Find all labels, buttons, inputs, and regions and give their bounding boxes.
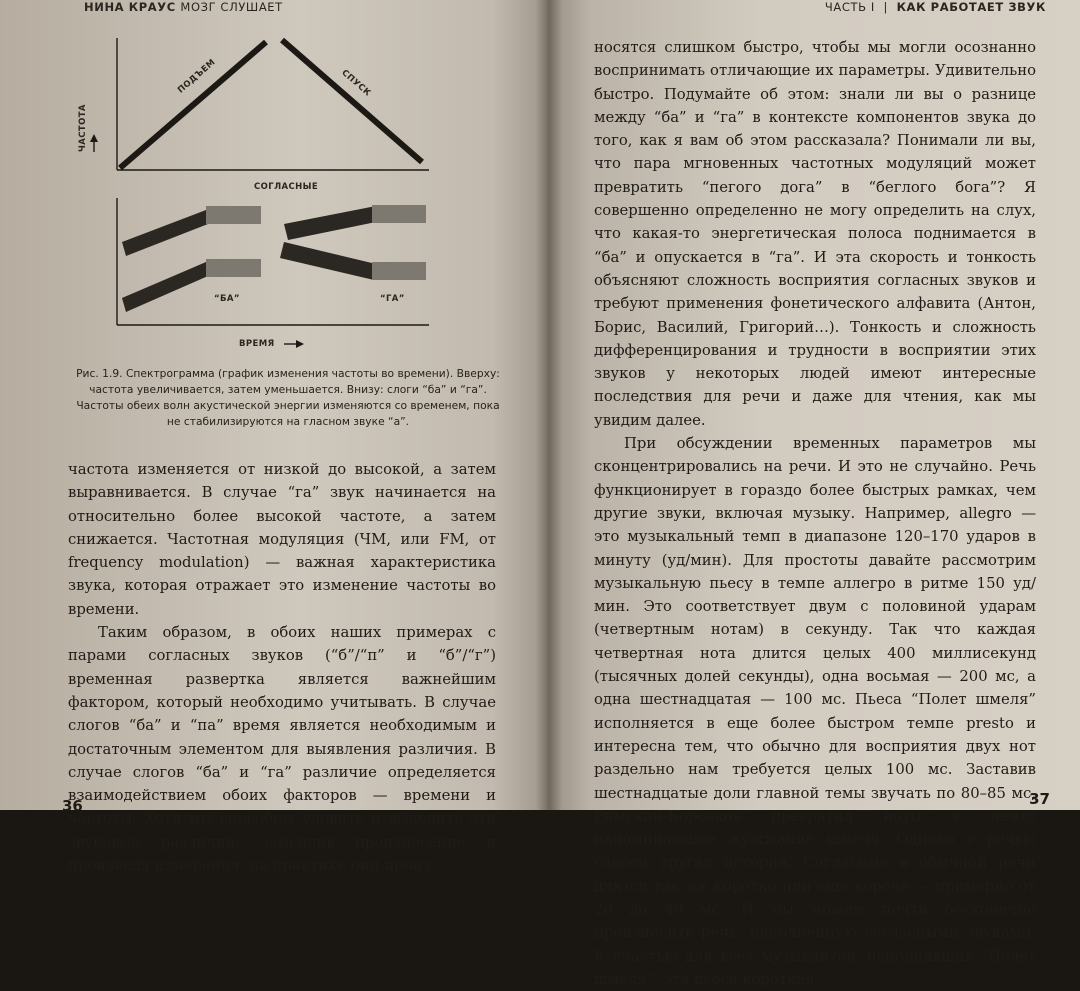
left-page	[0, 0, 548, 875]
figure-caption: Рис. 1.9. Спектрограмма (график изменения частоты во времени). Вверху: частота увеличивается, затем уменьшается. Внизу: слоги “ба” и “га”. Частоты обеих волн акустической энергии изменяются со временем, пока не стабилизируются на гласном звуке “а”.	[76, 367, 500, 428]
right-body-text	[594, 36, 1036, 991]
ga-syllable-label: “ГА”	[380, 294, 405, 304]
part-label: ЧАСТЬ I	[824, 0, 875, 14]
ga-vowel-upper	[372, 205, 426, 223]
x-axis-label: ВРЕМЯ	[239, 339, 275, 349]
chapter-title: КАК РАБОТАЕТ ЗВУК	[896, 0, 1046, 14]
ba-syllable-label: “БА”	[214, 294, 240, 304]
ga-formant-upper	[284, 206, 376, 240]
author-name: НИНА КРАУС	[84, 0, 176, 14]
left-running-head	[84, 0, 283, 14]
right-running-head	[825, 0, 1046, 14]
rise-label: ПОДЪЕМ	[176, 57, 218, 96]
fall-label: СПУСК	[339, 68, 373, 99]
book-title: МОЗГ СЛУШАЕТ	[180, 0, 283, 14]
fall-line	[282, 40, 422, 162]
ba-formant-upper	[122, 210, 208, 256]
ba-vowel-upper	[206, 206, 261, 224]
left-paragraph-1: частота изменяется от низкой до высокой, а затем выравнивается. В случае “га” звук начинается на относительно более высокой частоте, а затем снижается. Частотная модуляция (ЧМ, или FM, от frequency modulation) — важная характеристика звука, которая отражает это изменение частоты во времени.	[68, 461, 496, 618]
x-axis-arrow-head	[296, 340, 304, 348]
rise-line	[120, 42, 266, 168]
left-body-text	[68, 458, 496, 877]
right-paragraph-1: носятся слишком быстро, чтобы мы могли осознанно воспринимать отличающие их параметры. Удивительно быстро. Подумайте об этом: знали ли вы о разнице между “ба” и “га” в контексте компонентов звука до того, как я вам об этом рассказала? Понимали ли вы, что пара мгновенных частотных модуляций может превратить “пегого дога” в “беглого бога”? Я совершенно определенно не могу определить на слух, что какая-то энергетическая полоса поднимается в “ба” и опускается в “га”. И эта скорость и тонкость объясняют сложность восприятия согласных звуков и требуют применения фонетического алфавита (Антон, Борис, Василий, Григорий…). Тонкость и сложность дифференцирования и трудности в восприятии этих звуков у некоторых людей имеют интересные последствия для речи и даже для чтения, как мы увидим далее.	[594, 39, 1036, 429]
spectrogram-figure	[78, 30, 444, 360]
right-paragraph-2: При обсуждении временных параметров мы сконцентрировались на речи. И это не случайно. Речь функционирует в гораздо более быстрых рамках, чем другие звуки, включая музыку. Например, allegro — это музыкальный темп в диапазоне 120–170 ударов в минуту (уд/мин). Для простоты давайте рассмотрим музыкальную пьесу в темпе аллегро в ритме 150 уд/мин. Это соответствует двум с половиной ударам (четвертным нотам) в секунду. Так что каждая четвертная нота длится целых 400 миллисекунд (тысячных долей секунды), одна восьмая — 200 мс, а одна шестнадцатая — 100 мс. Пьеса “Полет шмеля” исполняется в еще более быстром темпе presto и интересна тем, что обычно для восприятия двух нот раздельно нам требуется целых 100 мс. Заставив шестнадцатые доли главной темы звучать по 80–85 мс, Римский-Корсаков превратил ноты в нечто напоминающее жужжание шмеля. Однако с речью совсем другая история. Согласные в обычной речи длятся так же коротко или еще короче — примерно от 20 до 40 мс. И мы можем почти бесконечно произносить речь, наполненную согласными звуками. К счастью для всех музыкантов, исполнявших “Полет шмеля”, эта пьеса короткая.	[594, 435, 1036, 988]
spectrogram-svg	[84, 30, 444, 360]
right-page	[548, 0, 1080, 988]
running-head-separator: |	[883, 0, 888, 14]
ba-formant-lower	[122, 262, 208, 312]
left-page-number: 36	[62, 797, 83, 815]
ba-vowel-lower	[206, 259, 261, 277]
consonants-label: СОГЛАСНЫЕ	[254, 182, 319, 192]
ga-vowel-lower	[372, 262, 426, 280]
y-axis-label: ЧАСТОТА	[78, 104, 88, 152]
ga-formant-lower	[280, 242, 376, 280]
left-paragraph-2: Таким образом, в обоих наших примерах с парами согласных звуков (“б”/“п” и “б”/“г”) временная развертка является важнейшим фактором, который необходимо учитывать. В случае слогов “ба” и “па” время является необходимым и достаточным элементом для выявления различия. В случае слогов “ба” и “га” различие определяется взаимодействием обоих факторов — времени и частоты. Хотя мы способны уловить и выделить эти звуковые различия, замедлив произнесение и произведя измерения, на практике они произ-	[68, 624, 496, 875]
right-page-number: 37	[1029, 790, 1050, 808]
y-axis-arrow-head	[90, 134, 98, 142]
